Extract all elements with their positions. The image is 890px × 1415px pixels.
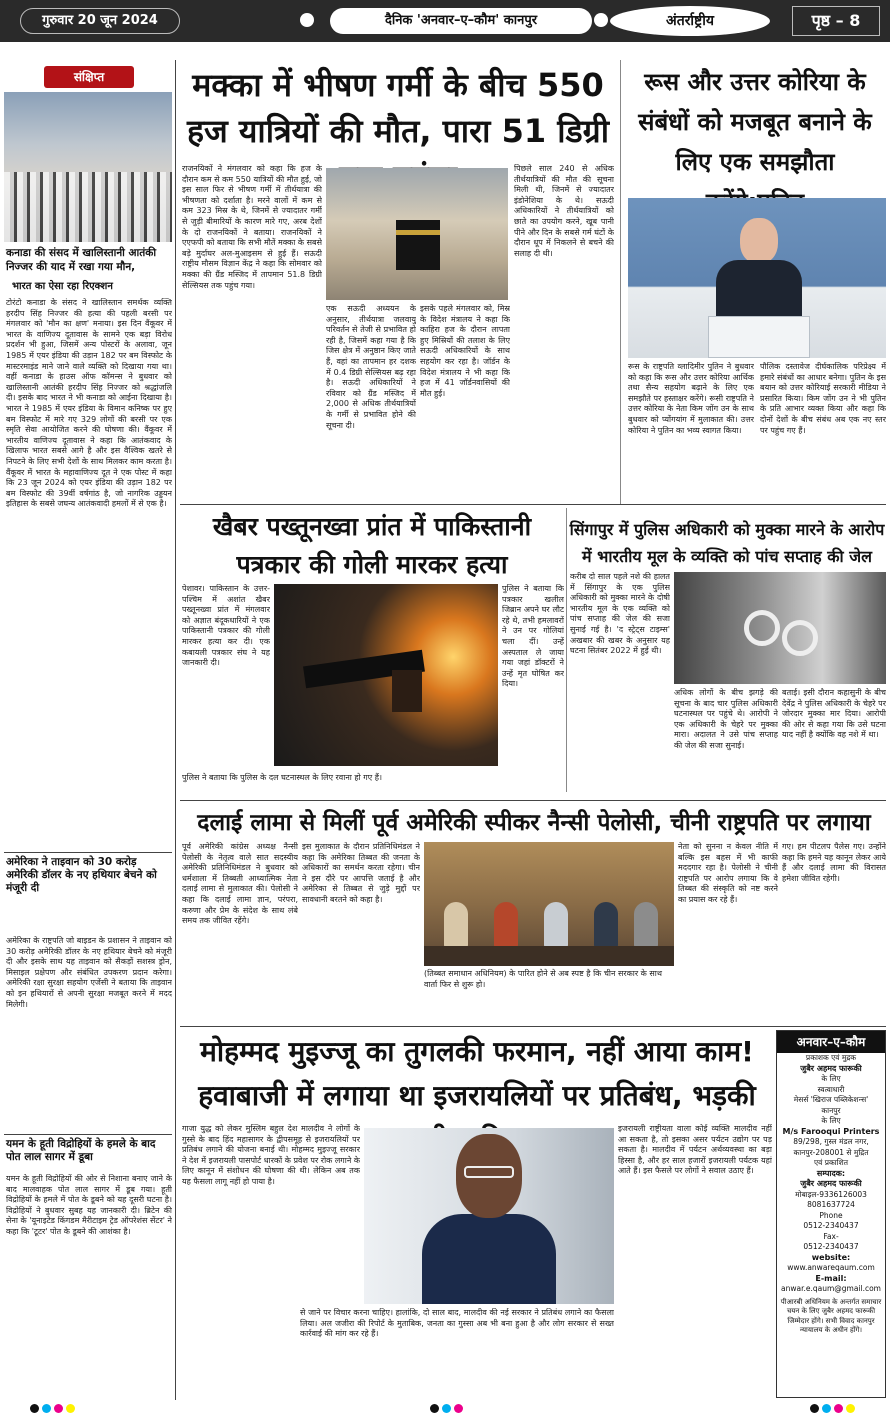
- registration-dot: [442, 1404, 451, 1413]
- imprint-title: अनवार–ए–कौम: [777, 1031, 885, 1053]
- imprint-line: 0512-2340437: [803, 1221, 859, 1230]
- sidebar-briefs: [4, 60, 176, 1400]
- pelosi-caption: (तिब्बत समाधान अधिनियम) के पारित होने से अब स्पष्ट है कि चीन सरकार के साथ वार्ता फिर से शुरू हो।: [424, 968, 674, 990]
- podium: [708, 316, 810, 358]
- imprint-line: कानपुर: [821, 1105, 841, 1115]
- cuff-ring: [782, 620, 818, 656]
- registration-dot: [810, 1404, 819, 1413]
- table-graphic: [424, 946, 674, 966]
- issue-date: गुरुवार 20 जून 2024: [20, 8, 180, 34]
- imprint-line: सम्पादक:: [816, 1168, 846, 1178]
- person-figure: [544, 902, 568, 948]
- pelosi-col-1: पूर्व अमेरिकी कांग्रेस अध्यक्ष नैन्सी पेलोसी के नेतृत्व वाले सात सदस्यीय अमेरिकी प्रतिनिधिमंडल ने बुधवार को धर्मशाला में तिब्बती आध्यात्मिक नेता दलाई लामा से मुलाकात की। पेलोसी ने कहा कि दलाई लामा ज्ञान, परंपरा, करुणा और प्रेम के संदेश के साथ लंबे समय तक जीवित रहेंगे।: [182, 842, 298, 926]
- registration-dot: [454, 1404, 463, 1413]
- maldives-col-2: इजरायली राष्ट्रीयता वाला कोई व्यक्ति मालदीव नहीं आ सकता है, तो इसका असर पर्यटन उद्योग पर पड़ सकता है। मालदीव में पर्यटन अर्थव्यवस्था का बड़ा हिस्सा है, और हर साल हजारों इजरायली पर्यटक यहां आते हैं। इस फैसले पर लोगों ने सवाल उठाए हैं।: [618, 1124, 772, 1176]
- imprint-line: प्रकाशक एवं मुद्रक: [805, 1053, 857, 1062]
- person-figure: [444, 902, 468, 948]
- pakistan-col-2: पुलिस ने बताया कि पत्रकार खलील जिब्रान अपने घर लौट रहे थे, तभी हमलावरों ने उन पर गोलियां चला दीं। उन्हें अस्पताल ले जाया गया जहां डॉक्टरों ने उन्हें मृत घोषित कर दिया।: [502, 584, 564, 689]
- headline-pelosi: दलाई लामा से मिलीं पूर्व अमेरिकी स्पीकर नैन्सी पेलोसी, चीनी राष्ट्रपति पर लगाया: [197, 810, 871, 836]
- putin-col-2: पौलिक दस्तावेज दीर्घकालिक परिप्रेक्ष्य में हमारे संबंधों का आधार बनेगा। पुतिन के इस बयान को उत्तर कोरियाई सरकारी मीडिया ने प्रसारित किया। किम जोंग उन ने भी पुतिन के प्रति आभार व्यक्त किया और कहा कि दोनों देशों के बीच संबंध अब एक नए स्तर पर पहुंच गए हैं।: [760, 362, 886, 435]
- crowd-graphic: [4, 172, 172, 242]
- pakistan-caption: पुलिस ने बताया कि पुलिस के दल घटनास्थल के लिए रवाना हो गए हैं।: [182, 772, 564, 783]
- pakistan-col-1: पेशावर। पाकिस्तान के उत्तर-पश्चिम में अशांत खैबर पख्तूनख्वा प्रांत में मंगलवार को अज्ञात बंदूकधारियों ने एक पाकिस्तानी पत्रकार की गोली मारकर हत्या कर दी। एक कबायली पत्रकार संघ ने यह जानकारी दी।: [182, 584, 270, 668]
- imprint-line: मेसर्स 'खिराज पब्लिकेशन्स': [793, 1095, 869, 1104]
- singapore-col-3: बताई। इसी दौरान कहासुनी के बीच देवेंद्र ने पुलिस अधिकारी के चेहरे पर जोरदार मुक्का मार दिया। आरोपी की ओर से कहा गया कि उसे घटना याद नहीं है क्योंकि वह नशे में था।: [782, 688, 886, 740]
- dalai-lama-meeting-photo: [424, 842, 674, 966]
- mecca-col-2: एक सऊदी अध्ययन के अनुसार, तीर्थयात्रा जलवायु परिवर्तन से तेजी से प्रभावित हो रही है, जिसमें कहा गया है कि जिस क्षेत्र में अनुष्ठान किए जाते हैं, वहां का तापमान हर दशक में 0.4 डिग्री सेल्सियस बढ़ रहा है। सऊदी अधिकारियों ने रविवार को ग्रैंड मस्जिद में 2,000 से अधिक तीर्थयात्रियों के गर्मी से प्रभावित होने की सूचना दी।: [326, 304, 416, 430]
- registration-dot: [834, 1404, 843, 1413]
- brief-headline-yemen: यमन के हूती विद्रोहियों के हमले के बाद पोत लाल सागर में डूबा: [6, 1138, 156, 1163]
- person-suit: [422, 1214, 556, 1304]
- person-head: [740, 218, 778, 264]
- brief-text-yemen: यमन के हूती विद्रोहियों की ओर से निशाना बनाए जाने के बाद मालवाहक पोत लाल सागर में डूब गया। हूती विद्रोहियों के हमले में पोत के डूबने को यह दूसरी घटना है। विद्रोहियों ने बुधवार सुबह यह जानकारी दी। ब्रिटेन की सेना के 'यूनाइटेड किंगडम मैरीटाइम ट्रेड ऑपरेशंस सेंटर' ने कहा कि 'टूटर' पोत के डूबने की आशंका है।: [6, 1174, 172, 1236]
- dot-icon: [594, 13, 608, 27]
- headline-singapore: सिंगापुर में पुलिस अधिकारी को मुक्का मारने के आरोप में भारतीय मूल के व्यक्ति को पांच सप्ताह की जेल: [569, 520, 885, 566]
- singapore-col-2: अधिक लोगों के बीच झगड़े की सूचना के बाद चार पुलिस अधिकारी घटनास्थल पर पहुंचे थे। आरोपी ने एक अधिकारी के चेहरे पर मुक्का मारा। अदालत ने उसे पांच सप्ताह की जेल की सजा सुनाई।: [674, 688, 778, 750]
- divider: [180, 504, 886, 505]
- imprint-email[interactable]: anwar.e.qaum@gmail.com: [780, 1284, 881, 1293]
- imprint-line: एवं प्रकाशित: [814, 1158, 848, 1167]
- kaaba-band: [396, 230, 440, 235]
- imprint-line: जुबैर अहमद फारूकी: [800, 1063, 862, 1073]
- imprint-line: 0512-2340437: [803, 1242, 859, 1251]
- imprint-line: Fax-: [823, 1231, 839, 1241]
- cuff-ring: [744, 610, 780, 646]
- registration-dot: [430, 1404, 439, 1413]
- gun-photo: [274, 584, 498, 766]
- divider: [180, 1026, 886, 1027]
- imprint-line: 8081637724: [807, 1200, 855, 1209]
- imprint-line: Phone: [819, 1210, 843, 1220]
- registration-dot: [30, 1404, 39, 1413]
- briefs-tag: संक्षिप्त: [44, 66, 134, 88]
- imprint-line: जुबैर अहमद फारूकी: [800, 1179, 862, 1188]
- divider: [620, 60, 621, 504]
- imprint-line: स्वत्वाधारी: [817, 1084, 845, 1094]
- imprint-line: website:: [811, 1252, 851, 1262]
- mecca-photo: [326, 168, 508, 300]
- imprint-line: M/s Farooqui Printers: [782, 1126, 880, 1136]
- divider: [4, 852, 172, 853]
- dot-icon: [300, 13, 314, 27]
- imprint-line: के लिए: [821, 1074, 841, 1083]
- headline-maldives: मोहम्मद मुइज्जू का तुगलकी फरमान, नहीं आया काम! हवाबाजी में लगाया था इजरायलियों पर प्रतिबंध, भड़की: [198, 1035, 756, 1112]
- divider: [180, 800, 886, 801]
- imprint-disclaimer: पीआरबी अधिनियम के अन्तर्गत समाचार चयन के लिए जुबैर अहमद फारूकी जिम्मेदार होंगे। सभी विवाद कानपुर न्यायालय के अधीन होंगे।: [780, 1297, 882, 1334]
- imprint-line: मोबाइल-9336126003: [795, 1189, 867, 1199]
- registration-dot: [846, 1404, 855, 1413]
- brief-text-canada: टोरंटो कनाडा के संसद ने खालिस्तान समर्थक व्यक्ति हरदीप सिंह निज्जर की हत्या की पहली बरसी पर मंगलवार को 'मौन का क्षण' मनाया। इस दिन वैंकूवर में भारत के वाणिज्य दूतावास के सामने एक बड़ा विरोध प्रदर्शन भी हुआ, जिसमें अन्य पोस्टरों के अलावा, जून 1985 में एयर इंडिया की उड़ान 182 पर बम विस्फोट के मास्टरमाइंड माने जाने वाले व्यक्ति को दिखाया गया था। वहीं कनाडा के हाउस ऑफ कॉमन्स ने बुधवार को खालिस्तानी आतंकी हरदीप सिंह निज्जर को श्रद्धांजलि दी। इसके बाद भारत ने भी कनाडा को आईना दिखाया है। भारत ने 1985 में एयर इंडिया के विमान कनिष्क पर हुए बम विस्फोट में मारे गए 329 लोगों की बरसी पर एक स्मृति सेवा आयोजित करने की घोषणा की। वैंकूवर में भारतीय वाणिज्य दूतावास ने कहा कि आतंकवाद के खिलाफ भारत सबसे आगे है और इस वैश्विक खतरे से निपटने के लिए सभी देशों के साथ मिलकर काम करता है। वैंकूवर में भारत के महावाणिज्य दूत ने एक पोस्ट में कहा कि 23 जून 2024 को एयर इंडिया की उड़ान 182 पर बम विस्फोट की 39वीं वर्षगांठ है, जो नागरिक उड्डयन इतिहास के सबसे जघन्य आतंकवादी हमलों में से एक है।: [6, 298, 172, 509]
- divider: [4, 1134, 172, 1135]
- putin-photo: [628, 198, 886, 358]
- person-figure: [594, 902, 618, 948]
- singapore-col-1: करीब दो साल पहले नशे की हालत में सिंगापुर के एक पुलिस अधिकारी को मुक्का मारने के दोषी भारतीय मूल के एक व्यक्ति को पांच सप्ताह की जेल की सजा सुनाई गई है। 'द स्ट्रेट्स टाइम्स' अखबार की खबर के अनुसार यह घटना सितंबर 2022 में हुई थी।: [570, 572, 670, 656]
- paper-name: दैनिक 'अनवार–ए–कौम' कानपुर: [330, 8, 592, 34]
- registration-dot: [54, 1404, 63, 1413]
- pelosi-col-3: नेता को सुनना न केवल नीति में बल्कि इस बहस में भी काफी मददगार रहा है। पेलोसी ने चीनी राष्ट्रपति पर आरोप लगाया कि वे तिब्बत की संस्कृति को नष्ट करने का प्रयास कर रहे हैं।: [678, 842, 778, 904]
- divider: [566, 508, 567, 792]
- headline-putin: रूस और उत्तर कोरिया के संबंधों को मजबूत बनाने के लिए एक समझौता: [638, 68, 872, 176]
- page-number: पृष्ठ – 8: [792, 6, 880, 36]
- imprint-website[interactable]: www.anwareqaum.com: [787, 1263, 875, 1272]
- mecca-col-1: राजनयिकों ने मंगलवार को कहा कि हज के दौरान कम से कम 550 यात्रियों की मौत हुई, जो इस साल फिर से भीषण गर्मी में तीर्थयात्रा की भीषणता को दर्शाता है। मरने वालों में कम से कम 323 मिस्र के थे, जिनमें से ज्यादातर गर्मी से जुड़ी बीमारियों के कारण मारे गए, अरब देशों के दो राजनयिकों ने बताया। राजनयिकों ने एएफपी को बताया कि सभी मौतें मक्का के सबसे बड़े मुर्दाघर अल-मुआइसम से हुई हैं। सऊदी राष्ट्रीय मौसम विज्ञान केंद्र ने कहा कि सोमवार को मक्का की ग्रैंड मस्जिद में तापमान 51.8 डिग्री सेल्सियस तक पहुंच गया।: [182, 164, 322, 290]
- brief-headline-canada: कनाडा की संसद में खालिस्तानी आतंकी निज्जर की याद में रखा गया मौन,: [6, 247, 157, 273]
- headline-mecca: मक्का में भीषण गर्मी के बीच 550 हज यात्रियों की मौत, पारा 51 डिग्री: [186, 66, 610, 150]
- imprint-line: के लिए: [821, 1116, 841, 1125]
- masthead: [0, 0, 890, 42]
- person-figure: [634, 902, 658, 948]
- person-figure: [494, 902, 518, 948]
- maldives-bottom: से जाने पर विचार करना चाहिए। हालांकि, दो साल बाद, मालदीव की नई सरकार ने प्रतिबंध लगाने का फैसला लिया। अल जजीरा की रिपोर्ट के मुताबिक, जनता का गुस्सा अब भी बना हुआ है और लोग सरकार से सख्त कार्रवाई की मांग कर रहे हैं।: [300, 1308, 614, 1339]
- mecca-col-4: पिछले साल 240 से अधिक तीर्थयात्रियों की मौत की सूचना मिली थी, जिनमें से ज्यादातर इंडोनेशिया के थे। सऊदी अधिकारियों ने तीर्थयात्रियों को छाते का उपयोग करने, खूब पानी पीने और दिन के सबसे गर्म घंटों के दौरान धूप में निकलने से बचने की सलाह दी थी।: [514, 164, 614, 258]
- brief-headline-taiwan: अमेरिका ने ताइवान को 30 करोड़ अमेरिकी डॉलर के नए हथियार बेचने को मंजूरी दी: [6, 856, 157, 894]
- imprint-line: कानपुर-208001 से मुद्रित: [793, 1147, 869, 1157]
- hand-graphic: [392, 670, 422, 712]
- brief-text-taiwan: अमेरिका के राष्ट्रपति जो बाइडन के प्रशासन ने ताइवान को 30 करोड़ अमेरिकी डॉलर के नए हथियार बेचने को मंजूरी दी और इसके साथ यह ताइवान को सैकड़ों सशस्त्र ड्रोन, मिसाइल प्रक्षेपण और संबंधित उपकरण प्रदान करेगा। अमेरिकी रक्षा सुरक्षा सहयोग एजेंसी ने बताया कि ताइवान को इन हथियारों से अपनी सुरक्षा मजबूत करने में मदद मिलेगी।: [6, 936, 172, 1009]
- pelosi-col-4: गए। हम पीटलप पैलेस गए। उन्होंने कहा कि हमने यह कानून लेकर आये हैं और दलाई लामा की विरासत हमेशा जीवित रहेगी।: [782, 842, 886, 883]
- headline-pakistan: खैबर पख्तूनख्वा प्रांत में पाकिस्तानी पत्रकार की गोली मारकर हत्या: [212, 512, 532, 579]
- registration-dot: [42, 1404, 51, 1413]
- mecca-col-3: इसके पहले मंगलवार को, मिस्र के विदेश मंत्रालय ने कहा कि काहिरा हज के दौरान लापता हुए मिस्रियों की तलाश के लिए सऊदी अधिकारियों के साथ सहयोग कर रहा है। जॉर्डन के विदेश मंत्रालय ने भी कहा कि हज में 41 जॉर्डनवासियों की मौत हुई।: [420, 304, 510, 398]
- pelosi-col-2: इस मुलाकात के दौरान प्रतिनिधिमंडल ने कहा कि अमेरिका तिब्बत की जनता के अधिकारों का समर्थन करता रहेगा। चीन ने इस दौरे पर आपत्ति जताई है और अमेरिका से तिब्बत से जुड़े मुद्दों पर सावधानी बरतने को कहा है।: [302, 842, 420, 904]
- section-title: अंतर्राष्ट्रीय: [610, 6, 770, 36]
- print-registration-marks: [0, 1402, 890, 1415]
- maldives-col-1: गाजा युद्ध को लेकर मुस्लिम बहुल देश मालदीव ने लोगों के गुस्से के बाद हिंद महासागर के द्वीपसमूह से इजरायलियों पर प्रतिबंध लगाने की योजना बनाई थी। मोहम्मद मुइज्जू सरकार ने देश में इजरायली पासपोर्ट धारकों के प्रवेश पर रोक लगाने के लिए कानून में संशोधन की घोषणा की थी। लेकिन अब तक यह फैसला लागू नहीं हो पाया है।: [182, 1124, 360, 1186]
- imprint-line: E-mail:: [815, 1273, 847, 1283]
- registration-dot: [66, 1404, 75, 1413]
- handcuffs-photo: [674, 572, 886, 684]
- kaaba-graphic: [396, 220, 440, 270]
- glasses-graphic: [464, 1166, 514, 1178]
- muizzu-photo: [364, 1128, 614, 1304]
- registration-dot: [822, 1404, 831, 1413]
- putin-col-1: रूस के राष्ट्रपति व्लादिमीर पुतिन ने बुधवार को कहा कि रूस और उत्तर कोरिया आर्थिक तथा सैन्य सहयोग बढ़ाने के लिए एक समझौते पर हस्ताक्षर करेंगे। रूसी राष्ट्रपति ने उत्तर कोरिया के नेता किम जोंग उन के साथ बुधवार को प्योंगयांग में मुलाकात की। उत्तर कोरिया ने पुतिन का भव्य स्वागत किया।: [628, 362, 754, 435]
- brief-subhead-canada: भारत का ऐसा रहा रिएक्शन: [12, 281, 113, 292]
- imprint-box: [776, 1030, 886, 1398]
- imprint-line: 89/298, गुस्ल मंडल नगर,: [793, 1137, 869, 1146]
- protest-photo: [4, 92, 172, 242]
